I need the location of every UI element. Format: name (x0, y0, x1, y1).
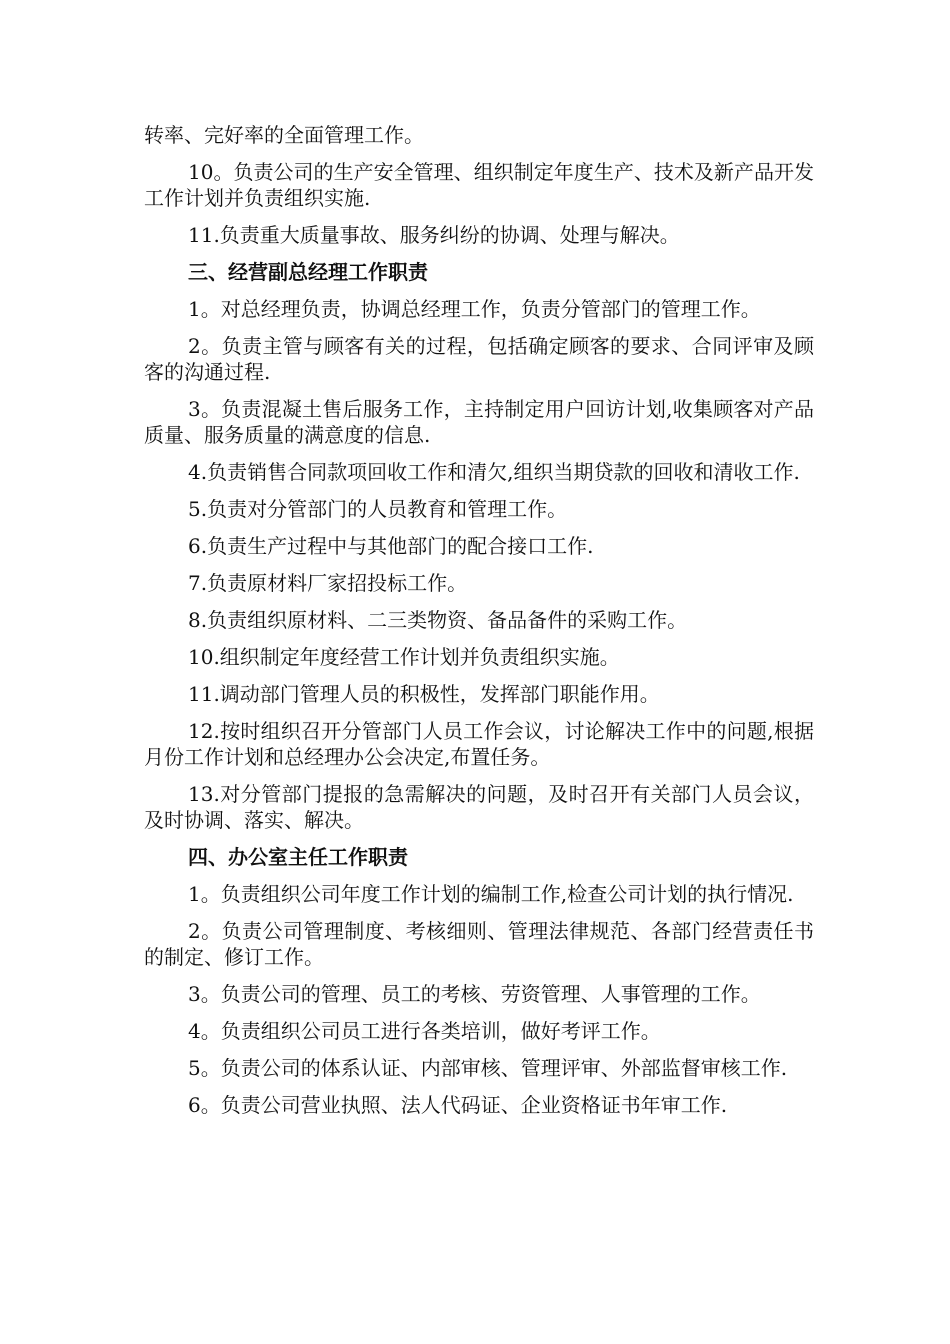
duty-item: 12.按时组织召开分管部门人员工作会议，讨论解决工作中的问题,根据月份工作计划和总经理办公会决定,布置任务。 (144, 719, 814, 769)
duty-item: 5。负责公司的体系认证、内部审核、管理评审、外部监督审核工作. (188, 1056, 788, 1080)
duty-item: 4。负责组织公司员工进行各类培训，做好考评工作。 (188, 1019, 661, 1043)
duty-item: 10。负责公司的生产安全管理、组织制定年度生产、技术及新产品开发工作计划并负责组织实施. (144, 160, 814, 210)
duty-item: 10.组织制定年度经营工作计划并负责组织实施。 (188, 645, 620, 669)
duty-item: 1。负责组织公司年度工作计划的编制工作,检查公司计划的执行情况. (188, 882, 794, 906)
section-heading: 三、经营副总经理工作职责 (188, 260, 428, 284)
duty-item: 3。负责公司的管理、员工的考核、劳资管理、人事管理的工作。 (188, 982, 761, 1006)
duty-item: 2。负责公司管理制度、考核细则、管理法律规范、各部门经营责任书的制定、修订工作。 (144, 919, 814, 969)
duty-item: 7.负责原材料厂家招投标工作。 (188, 571, 468, 595)
duty-item: 6。负责公司营业执照、法人代码证、企业资格证书年审工作. (188, 1093, 728, 1117)
duty-item: 1。对总经理负责，协调总经理工作，负责分管部门的管理工作。 (188, 297, 761, 321)
document-body (144, 122, 814, 1129)
duty-item: 8.负责组织原材料、二三类物资、备品备件的采购工作。 (188, 608, 688, 632)
duty-item: 11.负责重大质量事故、服务纠纷的协调、处理与解决。 (188, 223, 680, 247)
duty-item: 6.负责生产过程中与其他部门的配合接口工作. (188, 534, 594, 558)
duty-item: 2。负责主管与顾客有关的过程，包括确定顾客的要求、合同评审及顾客的沟通过程. (144, 334, 814, 384)
paragraph-continuation: 转率、完好率的全面管理工作。 (144, 123, 424, 147)
duty-item: 5.负责对分管部门的人员教育和管理工作。 (188, 497, 568, 521)
section-heading: 四、办公室主任工作职责 (188, 845, 408, 869)
duty-item: 3。负责混凝土售后服务工作，主持制定用户回访计划,收集顾客对产品质量、服务质量的满意度的信息. (144, 397, 814, 447)
duty-item: 13.对分管部门提报的急需解决的问题，及时召开有关部门人员会议，及时协调、落实、解决。 (144, 782, 814, 832)
duty-item: 4.负责销售合同款项回收工作和清欠,组织当期贷款的回收和清收工作. (188, 460, 800, 484)
duty-item: 11.调动部门管理人员的积极性，发挥部门职能作用。 (188, 682, 660, 706)
